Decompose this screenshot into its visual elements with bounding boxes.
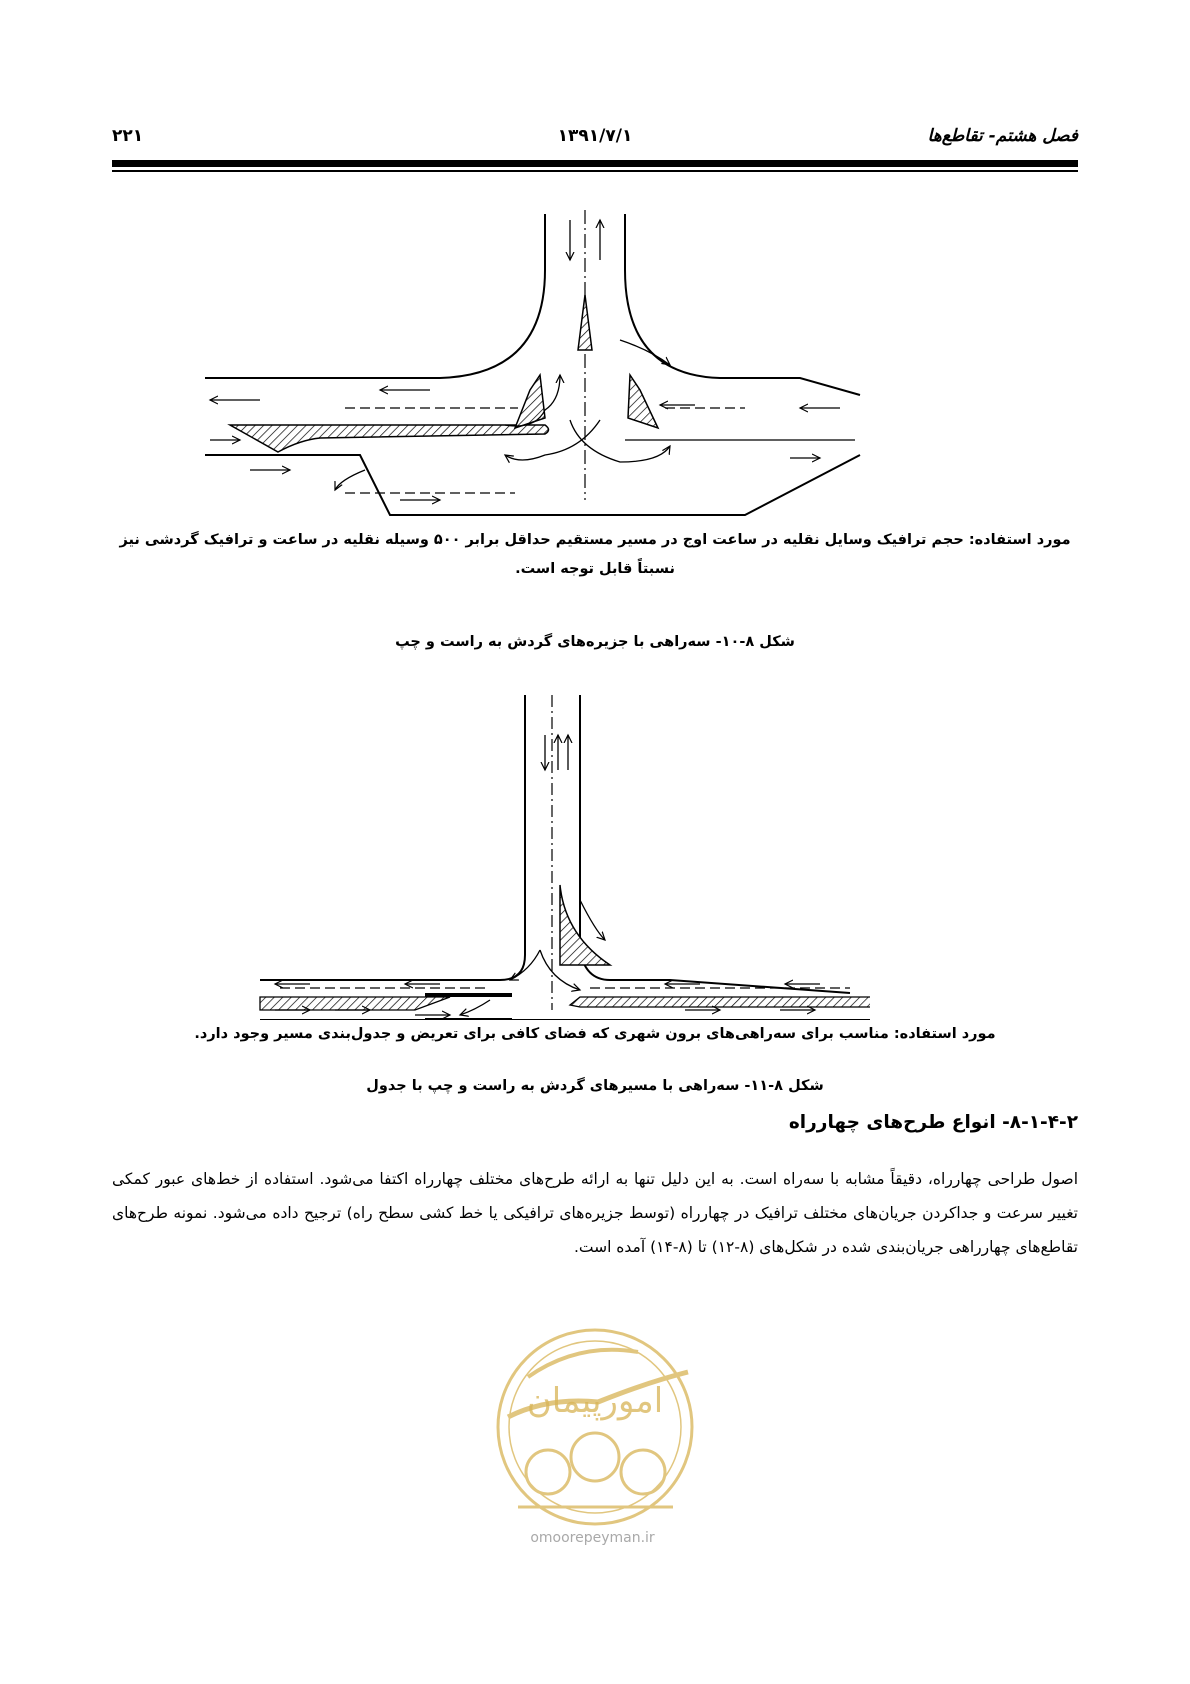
- figure-10-caption: شکل ۸-۱۰- سه‌راهی با جزیره‌های گردش به راست و چپ: [395, 634, 795, 650]
- seal-text: امورپیمان: [526, 1381, 664, 1421]
- chapter-title: فصل هشتم- تقاطع‌ها: [927, 126, 1078, 146]
- watermark-site: omoorepeyman.ir: [530, 1530, 655, 1546]
- header-rule: [112, 160, 1078, 167]
- figure-11-caption: شکل ۸-۱۱- سه‌راهی با مسیرهای گردش به راست و چپ با جدول: [366, 1078, 824, 1094]
- watermark-seal: [488, 1322, 703, 1532]
- header-date: ۱۳۹۱/۷/۱: [557, 126, 633, 146]
- figure-11-usage: مورد استفاده: مناسب برای سه‌راهی‌های برون شهری که فضای کافی برای تعریض و جدول‌بندی مسیر وجود دارد.: [194, 1026, 996, 1042]
- section-paragraph: اصول طراحی چهارراه، دقیقاً مشابه با سه‌راه است. به این دلیل تنها به ارائه طرح‌های مختلف چهارراه اکتفا می‌شود. استفاده از خط‌های عبور کمکی تغییر سرعت و جداکردن جریان‌های مختلف ترافیک در چهارراه (توسط جزیره‌های ترافیکی یا خط کشی سطح راه) ترجیح داده می‌شود. نمونه طرح‌های تقاطع‌های چهارراهی جریان‌بندی شده در شکل‌های (۸-۱۲) تا (۸-۱۴) آمده است.: [112, 1170, 1078, 1256]
- intersection-diagram-11: [250, 690, 870, 1020]
- intersection-diagram-10: [200, 200, 920, 520]
- header-rule-thin: [112, 170, 1078, 172]
- page-number: ۲۲۱: [112, 126, 144, 146]
- section-heading: ۸-۱-۴-۲- انواع طرح‌های چهارراه: [788, 1112, 1078, 1133]
- figure-10-usage: مورد استفاده: حجم ترافیک وسایل نقلیه در ساعت اوج در مسیر مستقیم حداقل برابر ۵۰۰ وسیله نقلیه در ساعت و ترافیک گردشی نیز نسبتاً قابل توجه است.: [119, 532, 1071, 577]
